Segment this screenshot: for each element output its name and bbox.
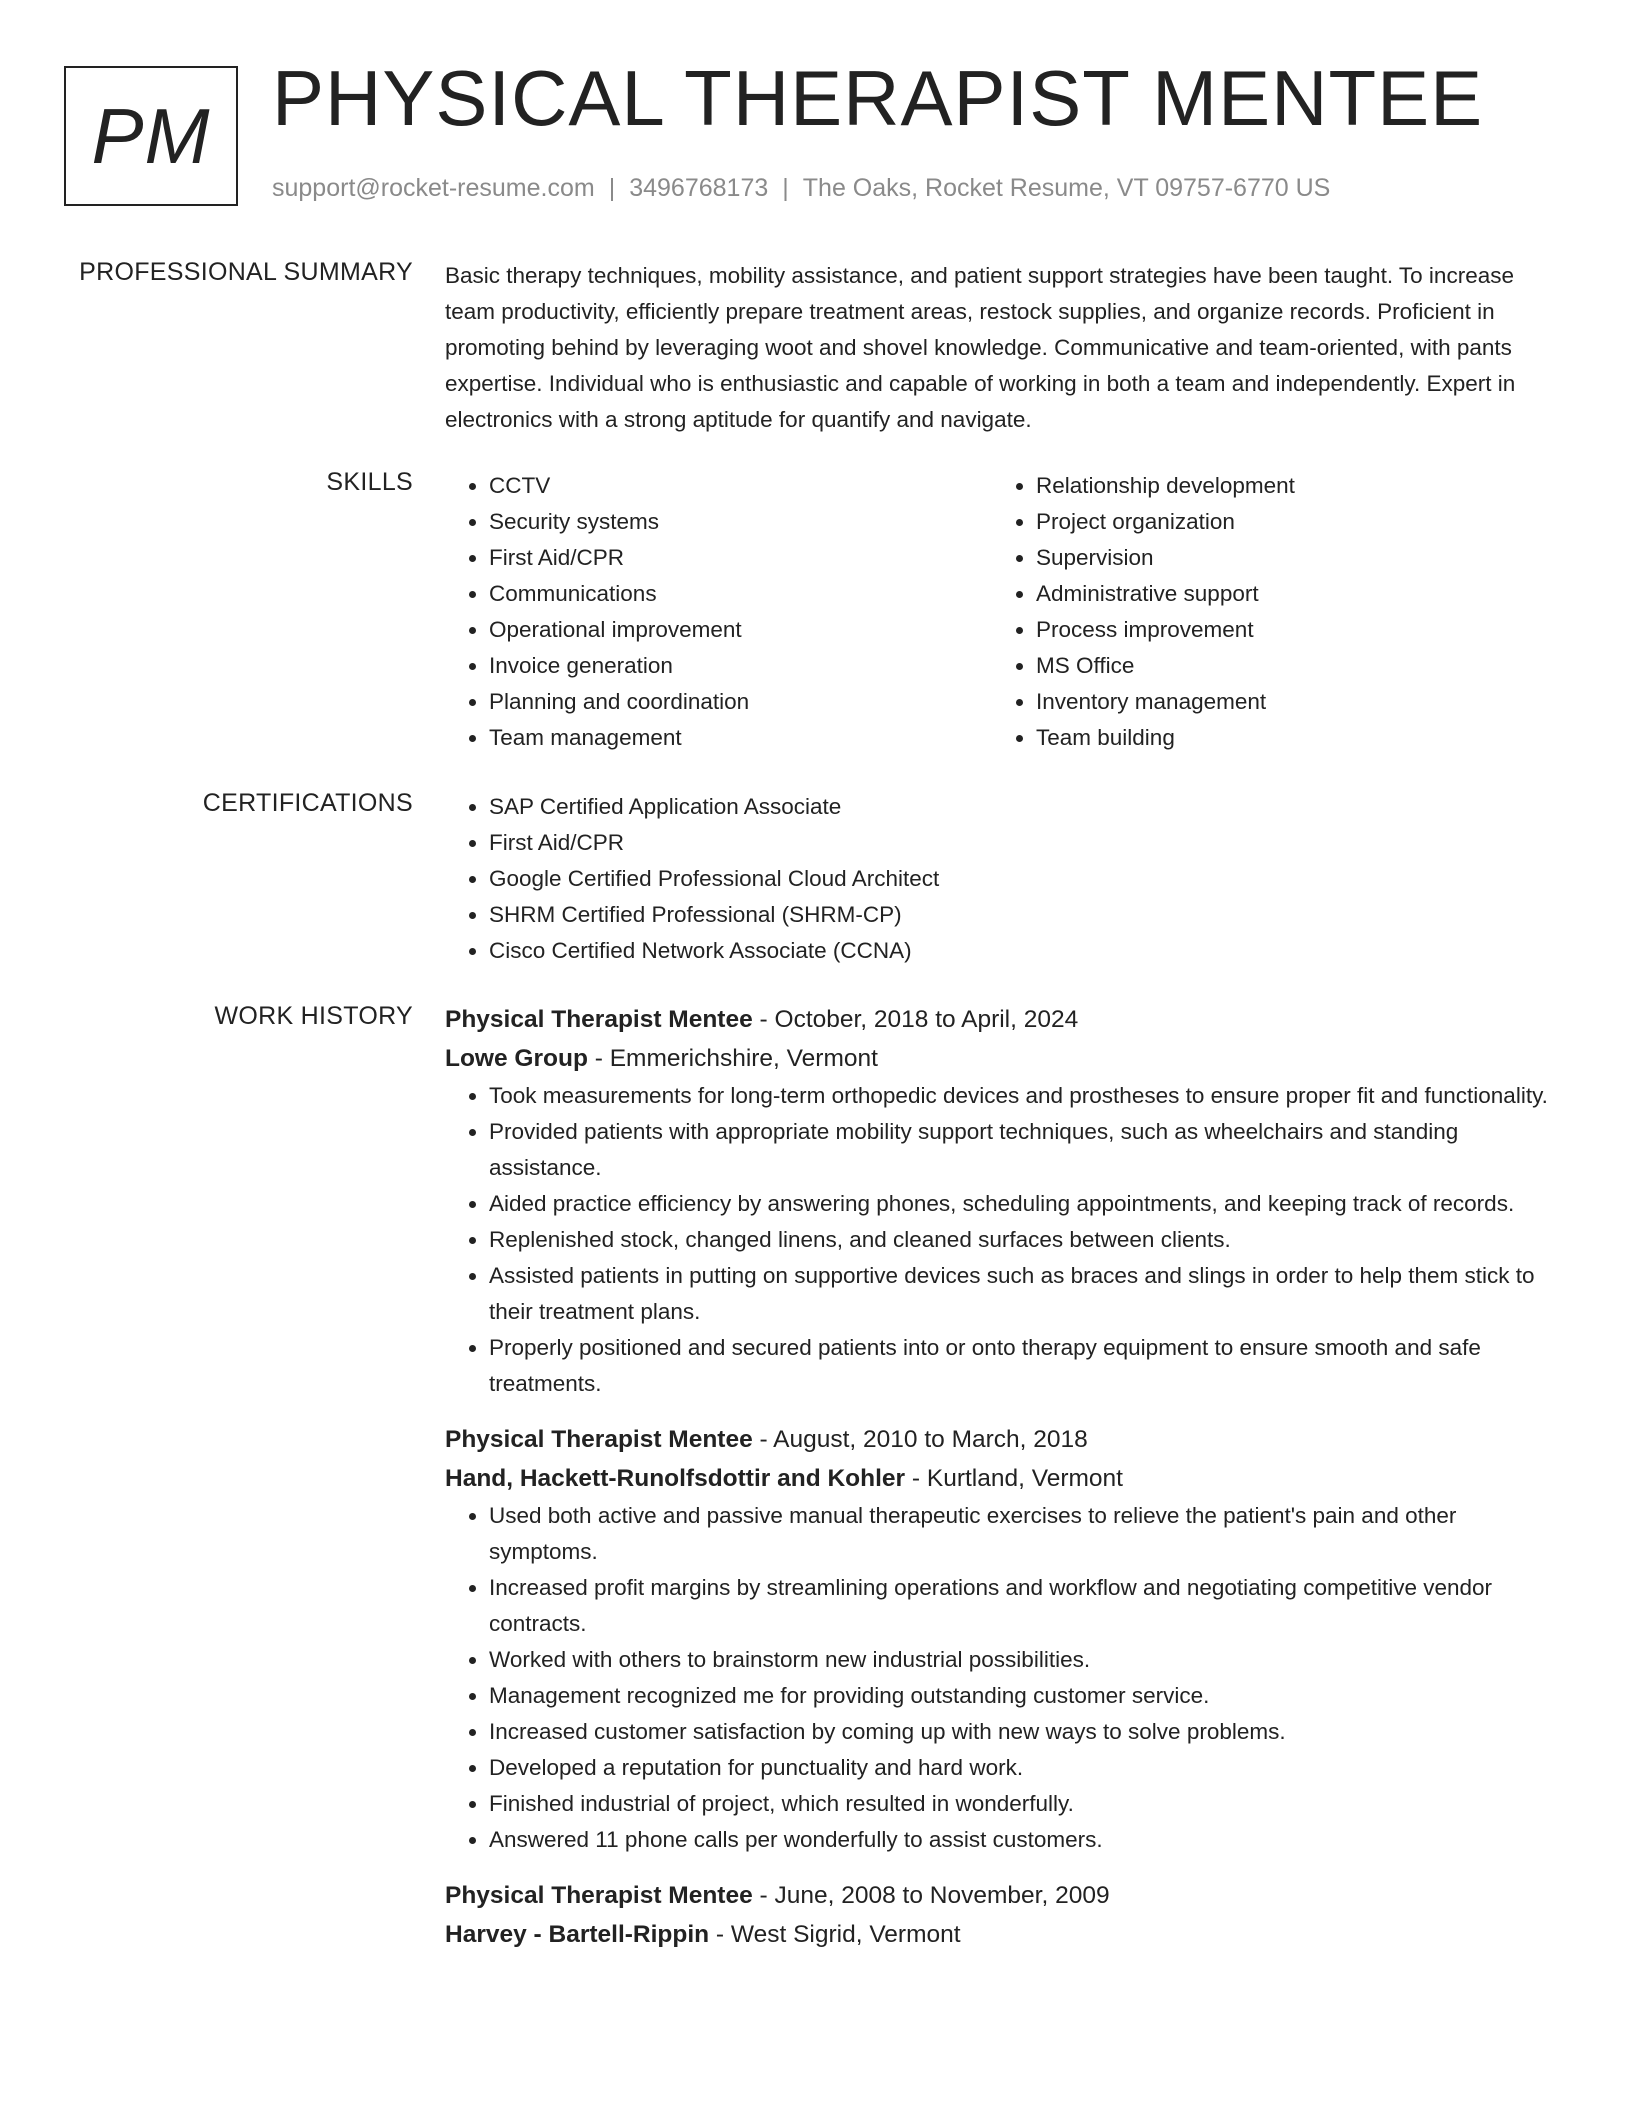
job-duty-item: • Aided practice efficiency by answering phones, scheduling appointments, and keeping track of records. (489, 1186, 1560, 1222)
job-duties-list (445, 1078, 1560, 1402)
skill-item: • MS Office (1036, 648, 1539, 684)
certification-item: • SHRM Certified Professional (SHRM-CP) (489, 897, 1560, 933)
skill-item: • Communications (489, 576, 992, 612)
contact-separator: | (782, 174, 789, 202)
skills-list-right (992, 468, 1539, 756)
contact-line (272, 174, 1330, 203)
job-role: Physical Therapist Mentee (445, 1426, 753, 1453)
skill-item: • Operational improvement (489, 612, 992, 648)
skill-item: • Inventory management (1036, 684, 1539, 720)
section-title-work-history: WORK HISTORY (214, 1002, 413, 1030)
skill-item: • Planning and coordination (489, 684, 992, 720)
skill-item: • Supervision (1036, 540, 1539, 576)
job-location: - West Sigrid, Vermont (709, 1921, 961, 1948)
job-dates: - October, 2018 to April, 2024 (752, 1006, 1079, 1033)
job-company-line (445, 1039, 1560, 1078)
work-history-body (445, 1000, 1560, 1972)
job-company-line (445, 1459, 1560, 1498)
skills-list-left (445, 468, 992, 756)
skill-item: • Administrative support (1036, 576, 1539, 612)
job-title-line (445, 1420, 1560, 1459)
certification-item: • Google Certified Professional Cloud Architect (489, 861, 1560, 897)
contact-separator: | (608, 174, 616, 202)
job-title-line (445, 1000, 1560, 1039)
job-entry (445, 1000, 1560, 1402)
skill-item: • Relationship development (1036, 468, 1539, 504)
monogram-initials: PM (91, 91, 211, 180)
skill-item: • Team building (1036, 720, 1539, 756)
job-duty-item: • Answered 11 phone calls per wonderfully to assist customers. (489, 1822, 1560, 1858)
job-duty-item: • Worked with others to brainstorm new industrial possibilities. (489, 1642, 1560, 1678)
skill-item: • CCTV (489, 468, 992, 504)
job-company: Lowe Group (445, 1045, 588, 1072)
job-entry (445, 1876, 1560, 1954)
job-duty-item: • Assisted patients in putting on supportive devices such as braces and slings in order to help them stick to their treatment plans. (489, 1258, 1560, 1330)
job-duty-item: • Properly positioned and secured patients into or onto therapy equipment to ensure smooth and safe treatments. (489, 1330, 1560, 1402)
section-title-summary: PROFESSIONAL SUMMARY (79, 258, 413, 286)
job-dates: - June, 2008 to November, 2009 (752, 1882, 1110, 1909)
section-title-skills: SKILLS (326, 468, 413, 496)
skill-item: • Team management (489, 720, 992, 756)
job-duties-list (445, 1498, 1560, 1858)
contact-phone: 3496768173 (629, 174, 769, 202)
job-duty-item: • Increased customer satisfaction by coming up with new ways to solve problems. (489, 1714, 1560, 1750)
job-duty-item: • Management recognized me for providing outstanding customer service. (489, 1678, 1560, 1714)
summary-text: Basic therapy techniques, mobility assistance, and patient support strategies have been taught. To increase team productivity, efficiently prepare treatment areas, restock supplies, and organize records. Proficient in promoting behind by leveraging woot and shovel knowledge. Communicative and team-oriented, with pants expertise. Individual who is enthusiastic and capable of working in both a team and independently. Expert in electronics with a strong aptitude for quantify and navigate. (445, 263, 1516, 432)
job-duty-item: • Developed a reputation for punctuality and hard work. (489, 1750, 1560, 1786)
certifications-list (445, 789, 1560, 969)
section-title-certifications: CERTIFICATIONS (202, 789, 413, 817)
job-location: - Kurtland, Vermont (905, 1465, 1123, 1492)
job-role: Physical Therapist Mentee (445, 1882, 753, 1909)
contact-email: support@rocket-resume.com (272, 174, 595, 202)
monogram-box (64, 66, 238, 206)
job-title-line (445, 1876, 1560, 1915)
skill-item: • Project organization (1036, 504, 1539, 540)
skills-body (445, 468, 1560, 756)
job-duty-item: • Provided patients with appropriate mobility support techniques, such as wheelchairs and standing assistance. (489, 1114, 1560, 1186)
job-location: - Emmerichshire, Vermont (587, 1045, 878, 1072)
skill-item: • First Aid/CPR (489, 540, 992, 576)
certifications-body (445, 789, 1560, 969)
job-duty-item: • Used both active and passive manual therapeutic exercises to relieve the patient's pain and other symptoms. (489, 1498, 1560, 1570)
contact-address: The Oaks, Rocket Resume, VT 09757-6770 US (802, 174, 1331, 202)
certification-item: • SAP Certified Application Associate (489, 789, 1560, 825)
job-role: Physical Therapist Mentee (445, 1006, 753, 1033)
job-duty-item: • Took measurements for long-term orthopedic devices and prostheses to ensure proper fit and functionality. (489, 1078, 1560, 1114)
job-duty-item: • Replenished stock, changed linens, and cleaned surfaces between clients. (489, 1222, 1560, 1258)
job-company: Hand, Hackett-Runolfsdottir and Kohler (445, 1465, 906, 1492)
job-duty-item: • Finished industrial of project, which resulted in wonderfully. (489, 1786, 1560, 1822)
job-dates: - August, 2010 to March, 2018 (752, 1426, 1088, 1453)
candidate-name: PHYSICAL THERAPIST MENTEE (272, 54, 1484, 142)
job-entry (445, 1420, 1560, 1858)
certification-item: • First Aid/CPR (489, 825, 1560, 861)
skill-item: • Security systems (489, 504, 992, 540)
certification-item: • Cisco Certified Network Associate (CCNA) (489, 933, 1560, 969)
job-company: Harvey - Bartell-Rippin (445, 1921, 710, 1948)
skill-item: • Process improvement (1036, 612, 1539, 648)
skill-item: • Invoice generation (489, 648, 992, 684)
job-duty-item: • Increased profit margins by streamlining operations and workflow and negotiating competitive vendor contracts. (489, 1570, 1560, 1642)
job-company-line (445, 1915, 1560, 1954)
